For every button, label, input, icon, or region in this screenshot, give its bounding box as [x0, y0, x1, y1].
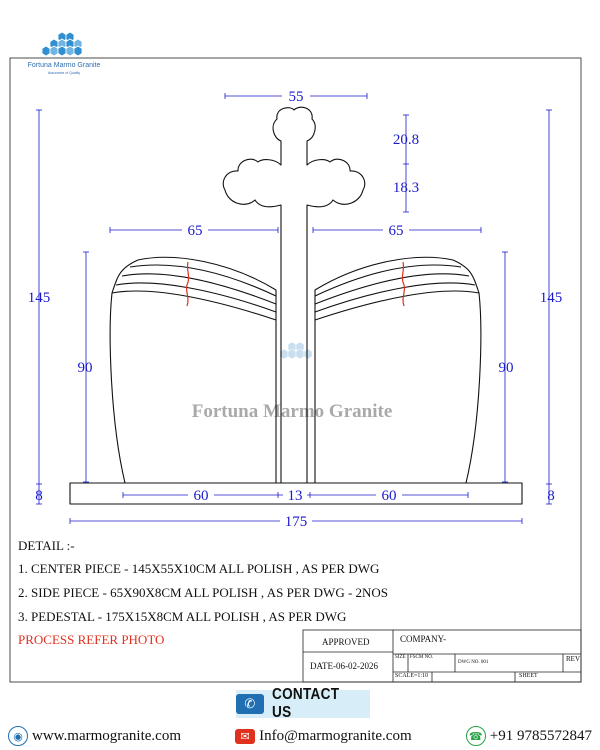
globe-icon: ◉	[8, 726, 28, 746]
approved-label: APPROVED	[322, 637, 370, 647]
dim-base-left: 60	[193, 488, 209, 504]
fscm-label: FSCM NO.	[410, 655, 434, 660]
dim-top-width: 55	[288, 89, 304, 105]
dim-left-total-height: 145	[27, 290, 51, 306]
dim-base-right: 60	[381, 488, 397, 504]
contact-us-label: CONTACT US	[271, 686, 339, 721]
footer	[0, 722, 600, 750]
dwg-number: DWG NO. 001	[458, 660, 489, 665]
size-label: SIZE	[395, 655, 406, 660]
website-link[interactable]	[8, 726, 181, 746]
website-text: www.marmogranite.com	[32, 727, 181, 744]
dim-right-wing-height: 90	[498, 360, 514, 376]
brand-tagline: Assurance of Quality	[47, 71, 81, 75]
center-cross	[223, 107, 365, 483]
dim-left-wing-height: 90	[77, 360, 93, 376]
dim-right-wing-width: 65	[388, 223, 404, 239]
dim-right-total-height: 145	[539, 290, 563, 306]
whatsapp-icon: ☎	[466, 726, 486, 746]
scale-label: SCALE=1:10	[395, 673, 429, 679]
rev-label: REV	[566, 655, 580, 663]
phone-text: +91 9785572847	[489, 727, 592, 744]
dim-total-width: 175	[284, 514, 308, 530]
dim-right-pedestal-height: 8	[547, 488, 555, 504]
detail-item-pedestal: 3. PEDESTAL - 175X15X8CM ALL POLISH , AS PER DWG	[18, 609, 347, 624]
detail-item-side-piece: 2. SIDE PIECE - 65X90X8CM ALL POLISH , AS PER DWG - 2NOS	[18, 585, 389, 600]
drawing-date: DATE-06-02-2026	[310, 661, 378, 671]
phone-icon: ✆	[236, 694, 264, 714]
dimension-lines	[36, 93, 552, 524]
seam-marks	[187, 262, 405, 306]
brand-logo	[42, 32, 82, 56]
details-heading: DETAIL :-	[18, 538, 75, 553]
email-link[interactable]	[235, 728, 412, 745]
phone-link[interactable]	[466, 726, 592, 746]
sheet-label: SHEET	[519, 673, 538, 679]
process-note: PROCESS REFER PHOTO	[18, 632, 165, 647]
brand-name: Fortuna Marmo Granite	[27, 62, 101, 69]
dim-cross-upper: 20.8	[392, 132, 420, 148]
monument-outline	[70, 107, 522, 504]
dim-base-center: 13	[287, 488, 303, 504]
email-text: Info@marmogranite.com	[259, 727, 412, 744]
dim-left-pedestal-height: 8	[35, 488, 43, 504]
detail-item-center-piece: 1. CENTER PIECE - 145X55X10CM ALL POLISH , AS PER DWG	[18, 561, 380, 576]
dim-cross-arm: 18.3	[392, 180, 420, 196]
mail-icon: ✉	[235, 729, 255, 744]
watermark-text: Fortuna Marmo Granite	[191, 401, 393, 422]
dim-left-wing-width: 65	[187, 223, 203, 239]
contact-us-button[interactable]	[236, 686, 370, 721]
company-label: COMPANY-	[400, 634, 447, 644]
